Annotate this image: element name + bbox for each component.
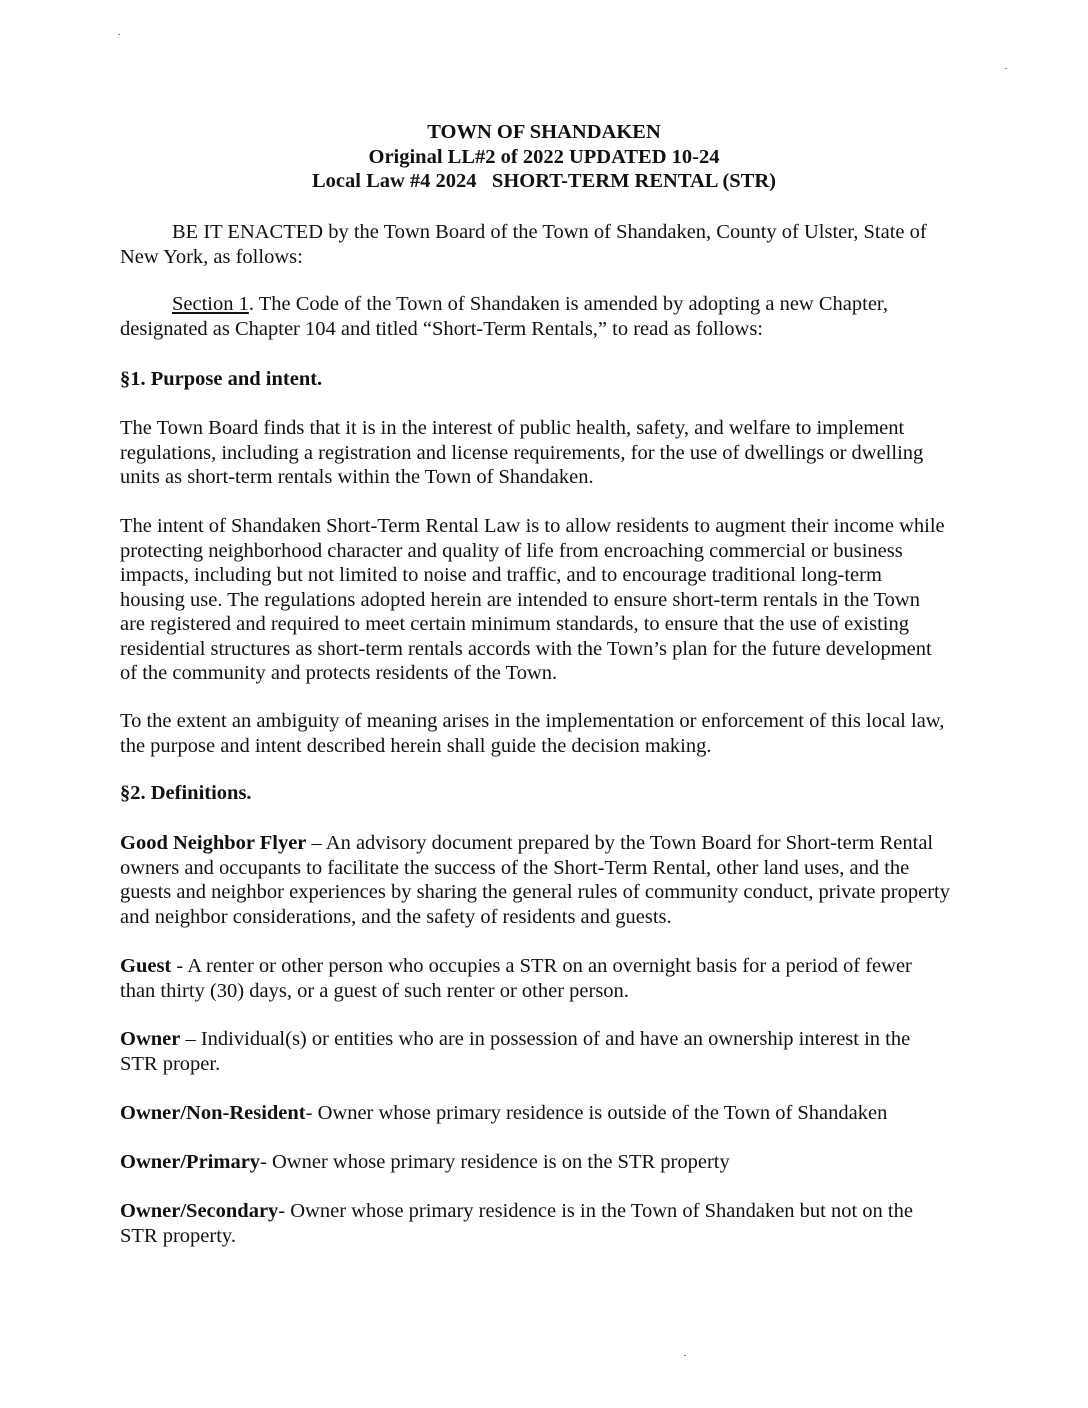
definition-owner-primary [120, 1150, 950, 1175]
definition-term: Guest [120, 955, 172, 977]
scan-speck [684, 1355, 686, 1356]
document-title-block [0, 120, 1088, 194]
definition-owner [120, 1027, 950, 1076]
definition-text: - Owner whose primary residence is in the Town of Shandaken but not on the STR property. [120, 1200, 913, 1247]
title-original-law: Original LL#2 of 2022 UPDATED 10-24 [368, 145, 720, 168]
definition-term: Owner/Primary [120, 1151, 261, 1173]
purpose-paragraph-2: The intent of Shandaken Short-Term Rental Law is to allow residents to augment their income while protecting neighborhood character and quality of life from encroaching commercial or business impacts, including but not limited to noise and traffic, and to encourage traditional long-term housing use. The regulations adopted herein are intended to ensure short-term rentals in the Town are registered and required to meet certain minimum standards, to ensure that the use of existing residential structures as short-term rentals accords with the Town’s plan for the future development of the community and protects residents of the Town. [120, 515, 945, 684]
section-1-label: Section 1 [172, 293, 249, 315]
purpose-paragraph-3: To the extent an ambiguity of meaning arises in the implementation or enforcement of this local law, the purpose and intent described herein shall guide the decision making. [120, 710, 945, 757]
definition-guest [120, 954, 950, 1003]
definition-text: - Owner whose primary residence is outside of the Town of Shandaken [305, 1102, 888, 1124]
enactment-paragraph: BE IT ENACTED by the Town Board of the Town of Shandaken, County of Ulster, State of New York, as follows: [120, 221, 927, 268]
definition-good-neighbor-flyer [120, 831, 950, 929]
definition-text: – An advisory document prepared by the Town Board for Short-term Rental owners and occupants to facilitate the success of the Short-Term Rental, other land uses, and the guests and neighbor experiences by sharing the general rules of community conduct, private property and neighbor considerations, and the safety of residents and guests. [120, 832, 950, 928]
definition-term: Owner/Secondary [120, 1200, 279, 1222]
definition-owner-secondary [120, 1199, 950, 1248]
definition-term: Owner/Non-Resident [120, 1102, 306, 1124]
section-1-paragraph [120, 292, 950, 341]
purpose-paragraph-1: The Town Board finds that it is in the interest of public health, safety, and welfare to implement regulations, including a registration and license requirements, for the use of dwellings or dwelling units as short-term rentals within the Town of Shandaken. [120, 417, 924, 488]
definition-text: – Individual(s) or entities who are in possession of and have an ownership interest in the STR proper. [120, 1028, 911, 1075]
definitions-heading: §2. Definitions. [120, 782, 252, 804]
scan-speck [1005, 68, 1007, 69]
definition-text: - A renter or other person who occupies a STR on an overnight basis for a period of fewer than thirty (30) days, or a guest of such renter or other person. [120, 955, 912, 1002]
title-local-law: Local Law #4 2024 SHORT-TERM RENTAL (STR) [311, 170, 776, 192]
title-town: TOWN OF SHANDAKEN [427, 121, 661, 143]
definition-term: Owner [120, 1028, 181, 1050]
definition-term: Good Neighbor Flyer [120, 832, 307, 854]
scan-speck [118, 34, 120, 35]
definition-owner-non-resident [120, 1101, 950, 1126]
definition-text: - Owner whose primary residence is on the STR property [260, 1151, 730, 1173]
section-1-text: . The Code of the Town of Shandaken is amended by adopting a new Chapter, designated as Chapter 104 and titled “Short-Term Rentals,” to read as follows: [120, 293, 889, 340]
purpose-heading: §1. Purpose and intent. [120, 368, 323, 390]
